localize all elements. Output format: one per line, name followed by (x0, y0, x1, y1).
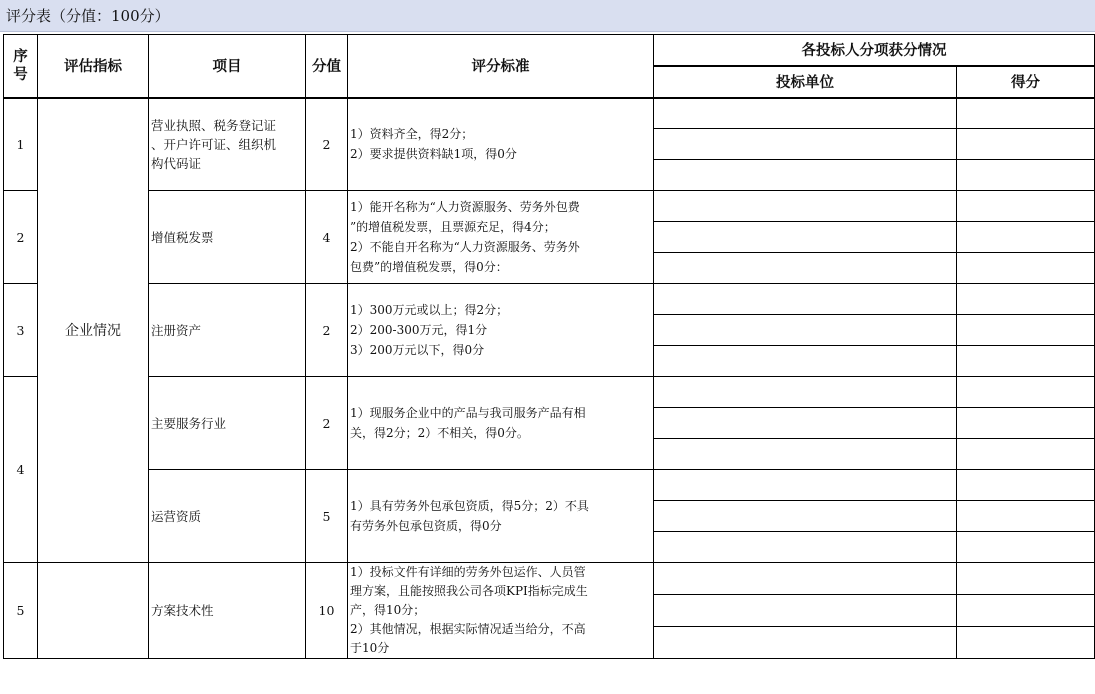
score-input-cell[interactable] (957, 470, 1095, 501)
criteria-cell: 1）能开名称为“人力资源服务、劳务外包费 ”的增值税发票，且票源充足，得4分； 2）不能自开名称为“人力资源服务、劳务外 包费”的增值税发票，得0分： (348, 191, 654, 284)
score-input-cell[interactable] (957, 377, 1095, 408)
item-cell: 运营资质 (149, 470, 306, 563)
value-cell: 5 (306, 470, 348, 563)
indicator-cell: 企业情况 (38, 98, 149, 563)
score-input-cell[interactable] (957, 501, 1095, 532)
bidder-input-cell[interactable] (654, 253, 957, 284)
row-seq: 5 (4, 563, 38, 659)
header-indicator: 评估指标 (38, 35, 149, 98)
row-seq: 2 (4, 191, 38, 284)
header-bidder-group: 各投标人分项获分情况 (654, 35, 1095, 66)
header-criteria: 评分标准 (348, 35, 654, 98)
criteria-cell: 1）300万元或以上；得2分； 2）200-300万元，得1分 3）200万元以下，得0分 (348, 284, 654, 377)
score-input-cell[interactable] (957, 160, 1095, 191)
item-cell: 增值税发票 (149, 191, 306, 284)
bidder-input-cell[interactable] (654, 129, 957, 160)
bidder-input-cell[interactable] (654, 315, 957, 346)
item-cell: 营业执照、税务登记证 、开户许可证、组织机 构代码证 (149, 98, 306, 191)
header-score-value: 分值 (306, 35, 348, 98)
header-item: 项目 (149, 35, 306, 98)
score-input-cell[interactable] (957, 595, 1095, 627)
bidder-input-cell[interactable] (654, 346, 957, 377)
score-input-cell[interactable] (957, 627, 1095, 659)
criteria-cell: 1）现服务企业中的产品与我司服务产品有相 关，得2分；2）不相关，得0分。 (348, 377, 654, 470)
value-cell: 10 (306, 563, 348, 659)
criteria-cell: 1）资料齐全，得2分； 2）要求提供资料缺1项，得0分 (348, 98, 654, 191)
row-seq: 3 (4, 284, 38, 377)
score-input-cell[interactable] (957, 439, 1095, 470)
score-input-cell[interactable] (957, 346, 1095, 377)
bidder-input-cell[interactable] (654, 501, 957, 532)
score-input-cell[interactable] (957, 532, 1095, 563)
bidder-input-cell[interactable] (654, 284, 957, 315)
bidder-input-cell[interactable] (654, 627, 957, 659)
item-cell: 注册资产 (149, 284, 306, 377)
value-cell: 4 (306, 191, 348, 284)
score-input-cell[interactable] (957, 563, 1095, 595)
item-cell: 主要服务行业 (149, 377, 306, 470)
bidder-input-cell[interactable] (654, 222, 957, 253)
score-input-cell[interactable] (957, 98, 1095, 129)
bidder-input-cell[interactable] (654, 191, 957, 222)
header-score: 得分 (957, 66, 1095, 98)
sheet-title: 评分表（分值：100分） (0, 0, 1095, 32)
bidder-input-cell[interactable] (654, 377, 957, 408)
bidder-input-cell[interactable] (654, 595, 957, 627)
criteria-cell: 1）具有劳务外包承包资质，得5分；2）不具 有劳务外包承包资质，得0分 (348, 470, 654, 563)
bidder-input-cell[interactable] (654, 532, 957, 563)
score-input-cell[interactable] (957, 191, 1095, 222)
criteria-cell: 1）投标文件有详细的劳务外包运作、人员管 理方案，且能按照我公司各项KPI指标完成生 产，得10分； 2）其他情况，根据实际情况适当给分，不高 于10分 (348, 563, 654, 659)
item-cell: 方案技术性 (149, 563, 306, 659)
score-input-cell[interactable] (957, 408, 1095, 439)
value-cell: 2 (306, 377, 348, 470)
indicator-cell-empty (38, 563, 149, 659)
row-seq: 4 (4, 377, 38, 563)
bidder-input-cell[interactable] (654, 439, 957, 470)
score-input-cell[interactable] (957, 129, 1095, 160)
score-input-cell[interactable] (957, 253, 1095, 284)
value-cell: 2 (306, 284, 348, 377)
header-seq: 序号 (4, 35, 38, 98)
bidder-input-cell[interactable] (654, 408, 957, 439)
scoring-table (3, 34, 1095, 659)
score-input-cell[interactable] (957, 284, 1095, 315)
score-input-cell[interactable] (957, 315, 1095, 346)
row-seq: 1 (4, 98, 38, 191)
bidder-input-cell[interactable] (654, 160, 957, 191)
bidder-input-cell[interactable] (654, 470, 957, 501)
bidder-input-cell[interactable] (654, 98, 957, 129)
header-bidder: 投标单位 (654, 66, 957, 98)
score-input-cell[interactable] (957, 222, 1095, 253)
bidder-input-cell[interactable] (654, 563, 957, 595)
value-cell: 2 (306, 98, 348, 191)
